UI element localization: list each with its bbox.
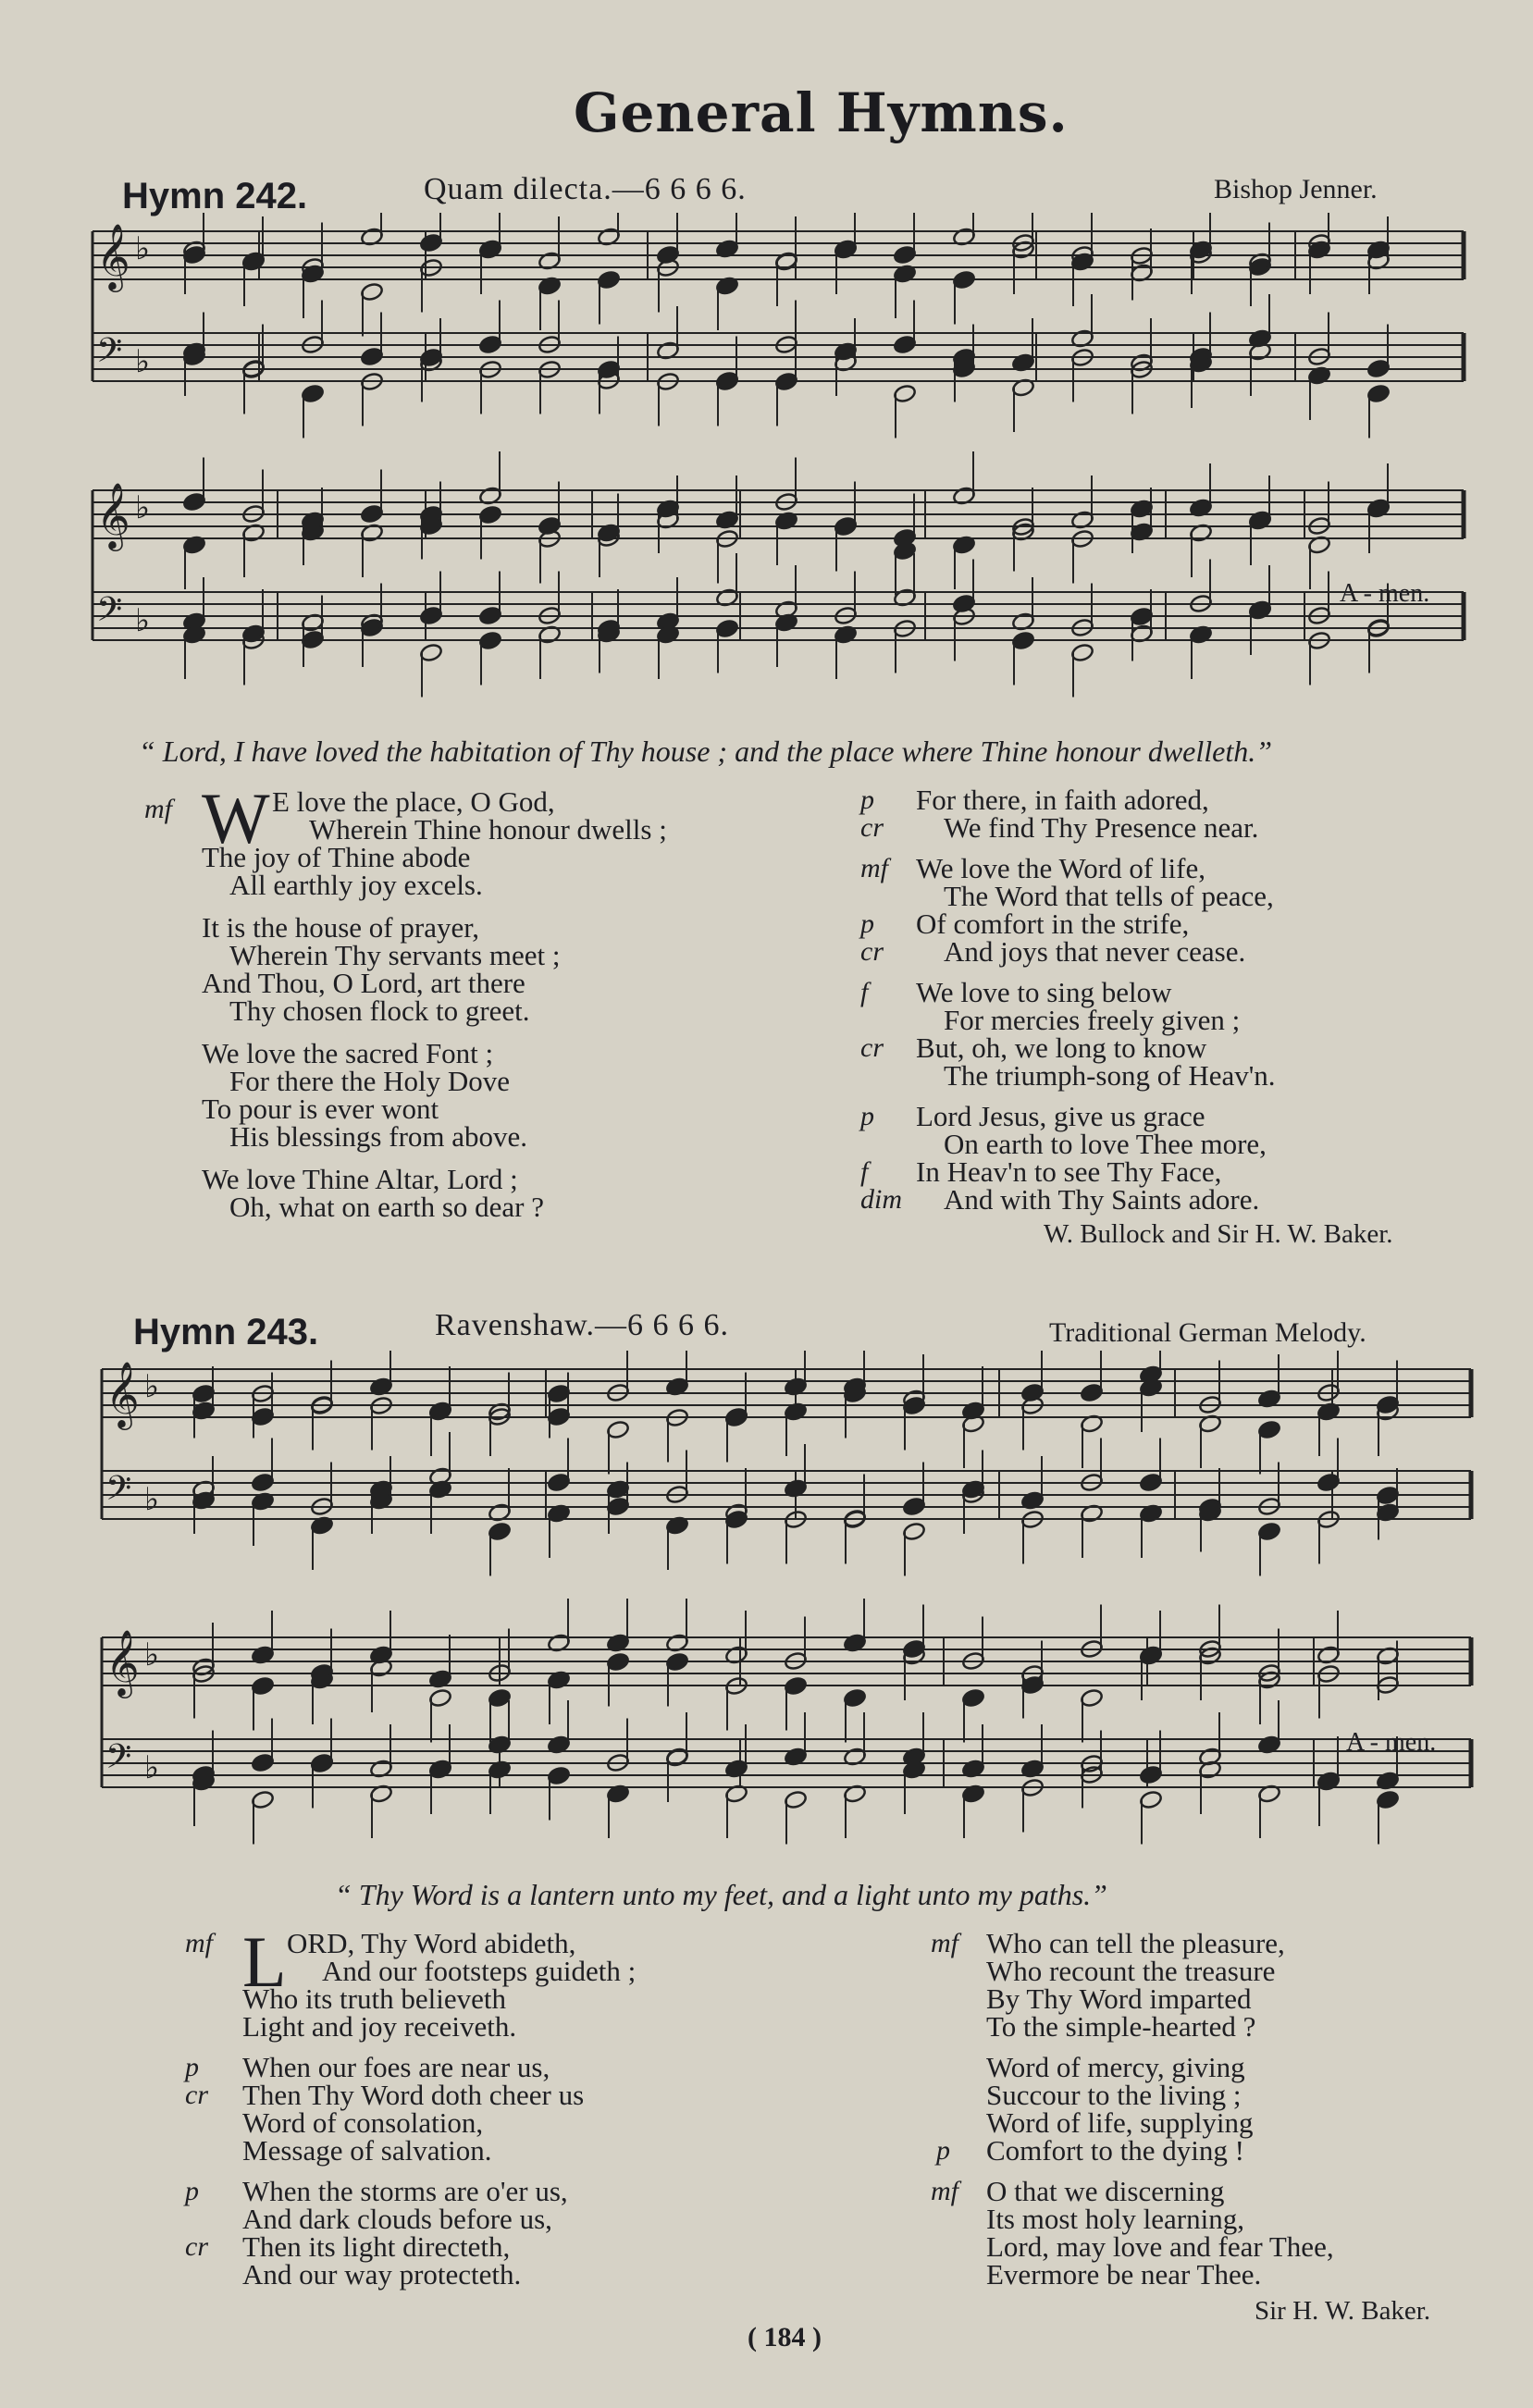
verse-line: Oh, what on earth so dear ? xyxy=(229,1191,545,1223)
verse-line: The joy of Thine abode xyxy=(202,841,471,873)
verse-line: And with Thy Saints adore. xyxy=(944,1183,1260,1216)
verse-line: Wherein Thy servants meet ; xyxy=(229,939,561,971)
verse-line: Wherein Thine honour dwells ; xyxy=(309,813,667,846)
dynamic-mark: cr xyxy=(860,812,884,843)
hymn-242-dynamic-mf: mf xyxy=(144,794,172,824)
dynamic-mark: p xyxy=(860,908,874,939)
verse-line: We love to sing below xyxy=(916,976,1172,1008)
verse-line: When our foes are near us, xyxy=(242,2051,550,2083)
hymn-242-epigraph: “ Lord, I have loved the habitation of Thy house ; and the place where Thine honour dwelleth.” xyxy=(139,735,1273,768)
dynamic-mark: f xyxy=(860,977,869,1007)
hymn-243-dropcap: L xyxy=(242,1921,287,2002)
treble-clef-icon: 𝄞 xyxy=(105,1628,140,1696)
hymn-243-tune: Ravenshaw.—6 6 6 6. xyxy=(435,1308,730,1342)
verse-line: We love Thine Altar, Lord ; xyxy=(202,1163,518,1195)
verse-line: By Thy Word imparted xyxy=(986,1982,1252,2015)
bass-clef-icon: 𝄢 xyxy=(105,1469,132,1516)
bass-clef-icon: 𝄢 xyxy=(96,590,123,637)
hymn-242-tune: Quam dilecta.—6 6 6 6. xyxy=(424,172,747,206)
verse-line: Its most holy learning, xyxy=(986,2203,1244,2235)
hymn-242-label: Hymn 242. xyxy=(122,176,308,216)
verse-line: Word of mercy, giving xyxy=(986,2051,1245,2083)
hymn-243-left-column xyxy=(185,1921,637,2291)
verse-line: All earthly joy excels. xyxy=(229,869,483,901)
hymn-243-composer: Traditional German Melody. xyxy=(1049,1317,1366,1348)
hymn-243-label: Hymn 243. xyxy=(133,1312,319,1352)
page-heading: General Hymns. xyxy=(574,81,1069,144)
verse-line: On earth to love Thee more, xyxy=(944,1128,1267,1160)
verse-line: And our way protecteth. xyxy=(242,2258,522,2291)
dynamic-mark: p xyxy=(936,2135,950,2166)
dynamic-mark: mf xyxy=(931,2176,958,2206)
bass-clef-icon: 𝄢 xyxy=(96,331,123,378)
verse-line: To the simple-hearted ? xyxy=(986,2010,1256,2043)
flat-sign-icon: ♭ xyxy=(135,489,151,526)
treble-clef-icon: 𝄞 xyxy=(96,481,130,549)
verse-line: Word of life, supplying xyxy=(986,2106,1254,2139)
verse-line: ORD, Thy Word abideth, xyxy=(287,1927,576,1959)
verse-line: His blessings from above. xyxy=(229,1120,528,1153)
dynamic-mark: p xyxy=(860,1101,874,1131)
hymn-242-score xyxy=(0,213,1533,731)
dynamic-mark: mf xyxy=(185,1928,213,1958)
dynamic-mark: p xyxy=(860,784,874,815)
verse-line: We love the Word of life, xyxy=(916,852,1205,884)
hymn-242-left-column xyxy=(202,778,667,1223)
verse-line: But, oh, we long to know xyxy=(916,1031,1207,1064)
flat-sign-icon: ♭ xyxy=(144,1636,160,1673)
verse-line: And joys that never cease. xyxy=(944,935,1246,968)
verse-line: Lord Jesus, give us grace xyxy=(916,1100,1205,1132)
dynamic-mark: p xyxy=(185,2176,199,2206)
treble-clef-icon: 𝄞 xyxy=(105,1360,140,1427)
hymn-243-right-column xyxy=(931,1927,1334,2291)
verse-line: When the storms are o'er us, xyxy=(242,2175,568,2207)
dynamic-mark: cr xyxy=(185,2231,208,2262)
flat-sign-icon: ♭ xyxy=(144,1481,160,1518)
verse-line: Then its light directeth, xyxy=(242,2230,511,2263)
hymn-243-score xyxy=(0,1351,1533,1869)
hymn-242-dropcap: W xyxy=(202,778,270,858)
hymn-243-credit: Sir H. W. Baker. xyxy=(1255,2296,1431,2326)
verse-line: It is the house of prayer, xyxy=(202,911,480,944)
verse-line: Lord, may love and fear Thee, xyxy=(986,2230,1334,2263)
dynamic-mark: f xyxy=(860,1156,869,1187)
verse-line: Of comfort in the strife, xyxy=(916,908,1190,940)
dynamic-mark: mf xyxy=(931,1928,958,1958)
flat-sign-icon: ♭ xyxy=(135,230,151,267)
verse-line: And dark clouds before us, xyxy=(242,2203,552,2235)
hymn-243-amen: A - men. xyxy=(1346,1728,1437,1757)
verse-line: O that we discerning xyxy=(986,2175,1225,2207)
verse-line: Message of salvation. xyxy=(242,2134,492,2167)
verse-line: In Heav'n to see Thy Face, xyxy=(916,1155,1222,1188)
verse-line: Evermore be near Thee. xyxy=(986,2258,1262,2291)
verse-line: And our footsteps guideth ; xyxy=(322,1955,637,1987)
verse-line: We find Thy Presence near. xyxy=(944,811,1259,844)
verse-line: Comfort to the dying ! xyxy=(986,2134,1244,2167)
flat-sign-icon: ♭ xyxy=(135,343,151,380)
verse-line: For there the Holy Dove xyxy=(229,1065,511,1097)
hymn-242-right-column xyxy=(860,786,1276,1214)
hymn-243-epigraph: “ Thy Word is a lantern unto my feet, and a light unto my paths.” xyxy=(335,1878,1107,1911)
flat-sign-icon: ♭ xyxy=(144,1749,160,1786)
flat-sign-icon: ♭ xyxy=(135,602,151,639)
verse-line: Thy chosen flock to greet. xyxy=(229,994,530,1027)
treble-clef-icon: 𝄞 xyxy=(96,222,130,290)
verse-line: Word of consolation, xyxy=(242,2106,484,2139)
verse-line: Succour to the living ; xyxy=(986,2079,1242,2111)
verse-line: E love the place, O God, xyxy=(272,785,555,818)
hymn-242-amen: A - men. xyxy=(1340,579,1430,608)
verse-line: Who can tell the pleasure, xyxy=(986,1927,1285,1959)
verse-line: We love the sacred Font ; xyxy=(202,1037,494,1069)
hymn-242-composer: Bishop Jenner. xyxy=(1214,174,1378,204)
verse-line: The Word that tells of peace, xyxy=(944,880,1274,912)
verse-line: Then Thy Word doth cheer us xyxy=(242,2079,585,2111)
verse-line: Who recount the treasure xyxy=(986,1955,1276,1987)
dynamic-mark: cr xyxy=(860,1032,884,1063)
verse-line: The triumph-song of Heav'n. xyxy=(944,1059,1276,1092)
verse-line: For mercies freely given ; xyxy=(944,1004,1241,1036)
page-number: ( 184 ) xyxy=(748,2322,822,2352)
verse-line: Light and joy receiveth. xyxy=(242,2010,517,2043)
verse-line: For there, in faith adored, xyxy=(916,784,1209,816)
dynamic-mark: cr xyxy=(185,2080,208,2110)
dynamic-mark: p xyxy=(185,2052,199,2082)
verse-line: Who its truth believeth xyxy=(242,1982,506,2015)
dynamic-mark: cr xyxy=(860,936,884,967)
bass-clef-icon: 𝄢 xyxy=(105,1737,132,1784)
hymn-242-credit: W. Bullock and Sir H. W. Baker. xyxy=(1044,1219,1393,1249)
dynamic-mark: mf xyxy=(860,853,888,883)
verse-line: And Thou, O Lord, art there xyxy=(202,967,525,999)
flat-sign-icon: ♭ xyxy=(144,1368,160,1405)
verse-line: To pour is ever wont xyxy=(202,1093,439,1125)
dynamic-mark: dim xyxy=(860,1184,902,1215)
